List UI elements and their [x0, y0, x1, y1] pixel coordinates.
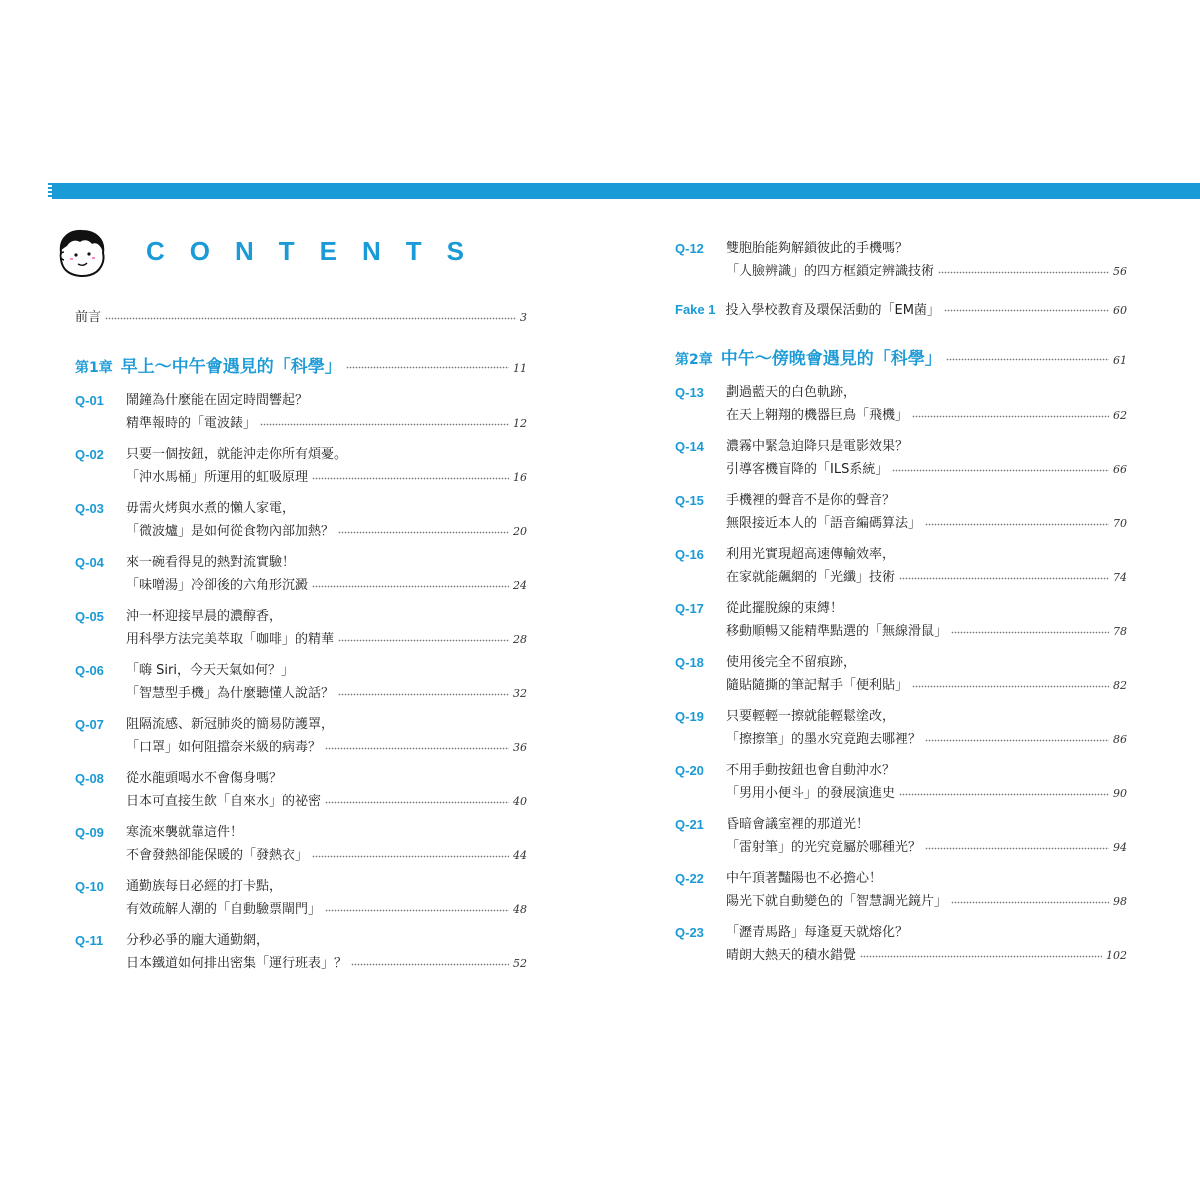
- question-number: Q-09: [75, 825, 104, 840]
- toc-entry[interactable]: [75, 878, 527, 924]
- toc-entry[interactable]: [75, 392, 527, 438]
- page-number: 48: [513, 903, 527, 916]
- question-number: Q-13: [675, 385, 704, 400]
- question-text: 濃霧中緊急迫降只是電影效果？: [726, 439, 909, 454]
- question-text: 只要一個按鈕，就能沖走你所有煩憂。: [126, 447, 348, 462]
- dot-leader: [338, 635, 509, 645]
- toc-entry[interactable]: [675, 546, 1127, 592]
- dot-leader: [260, 419, 509, 429]
- dot-leader: [912, 411, 1109, 421]
- toc-entry[interactable]: [675, 816, 1127, 862]
- question-text: 劃過藍天的白色軌跡，: [726, 385, 857, 400]
- page-number: 11: [513, 362, 527, 375]
- toc-entry[interactable]: [75, 446, 527, 492]
- dot-leader: [312, 473, 509, 483]
- question-number: Q-08: [75, 771, 104, 786]
- dot-leader: [946, 354, 1109, 364]
- page-number: 44: [513, 849, 527, 862]
- question-number: Q-10: [75, 879, 104, 894]
- toc-entry[interactable]: [75, 662, 527, 708]
- question-text: 「嗨 Siri，今天天氣如何？」: [126, 663, 294, 678]
- chapter-number: 第1章: [75, 360, 113, 376]
- preface-label: 前言: [75, 310, 102, 325]
- toc-entry-preface[interactable]: [75, 309, 527, 327]
- entry-title: 投入學校教育及環保活動的「EM菌」: [725, 303, 940, 318]
- entry-title: 「雷射筆」的光究竟屬於哪種光？: [726, 840, 922, 855]
- question-text: 分秒必爭的龐大通勤網，: [126, 933, 270, 948]
- dot-leader: [925, 519, 1109, 529]
- question-text: 雙胞胎能夠解鎖彼此的手機嗎？: [726, 241, 909, 256]
- toc-entry[interactable]: [75, 608, 527, 654]
- page-number: 20: [513, 525, 527, 538]
- toc-entry[interactable]: [675, 492, 1127, 538]
- question-text: 「瀝青馬路」每逢夏天就熔化？: [726, 925, 909, 940]
- page-number: 78: [1113, 625, 1127, 638]
- entry-title: 日本可直接生飲「自來水」的祕密: [126, 794, 322, 809]
- entry-title: 「人臉辨識」的四方框鎖定辨識技術: [726, 264, 935, 279]
- toc-entry[interactable]: [675, 654, 1127, 700]
- dot-leader: [338, 689, 509, 699]
- page-number: 16: [513, 471, 527, 484]
- dot-leader: [346, 362, 509, 372]
- page-number: 12: [513, 417, 527, 430]
- dot-leader: [944, 305, 1109, 315]
- dot-leader: [860, 951, 1102, 961]
- page-number: 74: [1113, 571, 1127, 584]
- question-number: Q-22: [675, 871, 704, 886]
- chapter-title: 中午～傍晚會遇見的「科學」: [720, 349, 942, 369]
- entry-title: 「微波爐」是如何從食物內部加熱？: [126, 524, 335, 539]
- toc-entry-fake1[interactable]: [675, 301, 1127, 319]
- entry-title: 「擦擦筆」的墨水究竟跑去哪裡？: [726, 732, 922, 747]
- toc-entry[interactable]: [75, 716, 527, 762]
- dot-leader: [938, 267, 1109, 277]
- entry-title: 隨貼隨撕的筆記幫手「便利貼」: [726, 678, 909, 693]
- question-number: Q-11: [75, 933, 104, 948]
- dot-leader: [951, 897, 1109, 907]
- page-number: 60: [1113, 304, 1127, 317]
- entry-title: 無限接近本人的「語音編碼算法」: [726, 516, 922, 531]
- question-number: Q-21: [675, 817, 704, 832]
- page-number: 40: [513, 795, 527, 808]
- chapter-number: 第2章: [675, 352, 713, 368]
- question-number: Q-07: [75, 717, 104, 732]
- page-number: 52: [513, 957, 527, 970]
- entry-title: 「味噌湯」冷卻後的六角形沉澱: [126, 578, 309, 593]
- dot-leader: [912, 681, 1109, 691]
- entry-title: 日本鐵道如何排出密集「運行班表」？: [126, 956, 348, 971]
- entry-title: 「沖水馬桶」所運用的虹吸原理: [126, 470, 309, 485]
- dot-leader: [925, 735, 1109, 745]
- toc-entry[interactable]: [675, 384, 1127, 430]
- dot-leader: [105, 313, 516, 323]
- question-text: 只要輕輕一擦就能輕鬆塗改，: [726, 709, 896, 724]
- toc-entry[interactable]: [675, 240, 1127, 286]
- toc-entry[interactable]: [675, 924, 1127, 970]
- toc-entry[interactable]: [75, 932, 527, 978]
- question-text: 來一碗看得見的熱對流實驗！: [126, 555, 296, 570]
- dot-leader: [325, 905, 509, 915]
- question-number: Q-06: [75, 663, 104, 678]
- page-number: 3: [520, 311, 527, 324]
- toc-entry[interactable]: [675, 600, 1127, 646]
- entry-title: 在天上翱翔的機器巨鳥「飛機」: [726, 408, 909, 423]
- question-number: Q-19: [675, 709, 704, 724]
- entry-title: 在家就能飆網的「光纖」技術: [726, 570, 896, 585]
- header-band: [52, 183, 1200, 199]
- dot-leader: [892, 465, 1109, 475]
- dot-leader: [325, 743, 509, 753]
- question-text: 中午頂著豔陽也不必擔心！: [726, 871, 883, 886]
- entry-title: 不會發熱卻能保暖的「發熱衣」: [126, 848, 309, 863]
- question-text: 使用後完全不留痕跡，: [726, 655, 857, 670]
- dot-leader: [899, 789, 1109, 799]
- toc-entry[interactable]: [675, 870, 1127, 916]
- toc-entry[interactable]: [75, 500, 527, 546]
- entry-title: 晴朗大熱天的積水錯覺: [726, 948, 857, 963]
- question-text: 昏暗會議室裡的那道光！: [726, 817, 870, 832]
- question-number: Q-15: [675, 493, 704, 508]
- entry-title: 移動順暢又能精準點選的「無線滑鼠」: [726, 624, 948, 639]
- question-number: Q-16: [675, 547, 704, 562]
- question-number: Q-03: [75, 501, 104, 516]
- entry-title: 有效疏解人潮的「自動驗票閘門」: [126, 902, 322, 917]
- entry-title: 精準報時的「電波錶」: [126, 416, 257, 431]
- toc-entry[interactable]: [75, 824, 527, 870]
- dot-leader: [338, 527, 509, 537]
- question-text: 通勤族每日必經的打卡點，: [126, 879, 283, 894]
- entry-title: 「智慧型手機」為什麼聽懂人說話？: [126, 686, 335, 701]
- dot-leader: [312, 851, 509, 861]
- entry-title: 用科學方法完美萃取「咖啡」的精華: [126, 632, 335, 647]
- toc-entry[interactable]: [675, 438, 1127, 484]
- page-number: 28: [513, 633, 527, 646]
- chapter-title: 早上～中午會遇見的「科學」: [120, 357, 342, 377]
- chapter-1-heading[interactable]: [75, 355, 527, 379]
- dot-leader: [899, 573, 1109, 583]
- question-text: 從此擺脫線的束縛！: [726, 601, 844, 616]
- page-number: 82: [1113, 679, 1127, 692]
- toc-entry[interactable]: [675, 762, 1127, 808]
- page-number: 98: [1113, 895, 1127, 908]
- question-number: Q-05: [75, 609, 104, 624]
- question-number: Q-02: [75, 447, 104, 462]
- question-number: Q-12: [675, 241, 704, 256]
- page-number: 102: [1106, 949, 1127, 962]
- question-text: 沖一杯迎接早晨的濃醇香，: [126, 609, 283, 624]
- question-number: Q-23: [675, 925, 704, 940]
- question-number: Q-17: [675, 601, 704, 616]
- question-number: Q-18: [675, 655, 704, 670]
- toc-entry[interactable]: [75, 770, 527, 816]
- toc-entry[interactable]: [675, 708, 1127, 754]
- question-number: Q-14: [675, 439, 704, 454]
- entry-title: 「口罩」如何阻擋奈米級的病毒？: [126, 740, 322, 755]
- page-number: 94: [1113, 841, 1127, 854]
- dot-leader: [351, 959, 509, 969]
- fake-number: Fake 1: [675, 302, 716, 317]
- dot-leader: [325, 797, 509, 807]
- page-number: 90: [1113, 787, 1127, 800]
- question-text: 手機裡的聲音不是你的聲音？: [726, 493, 896, 508]
- question-text: 利用光實現超高速傳輸效率，: [726, 547, 896, 562]
- page-number: 61: [1113, 354, 1127, 367]
- chapter-2-heading[interactable]: [675, 347, 1127, 371]
- page-number: 70: [1113, 517, 1127, 530]
- question-number: Q-01: [75, 393, 104, 408]
- entry-title: 引導客機盲降的「ILS系統」: [726, 462, 889, 477]
- question-number: Q-20: [675, 763, 704, 778]
- question-text: 鬧鐘為什麼能在固定時間響起？: [126, 393, 309, 408]
- question-text: 不用手動按鈕也會自動沖水？: [726, 763, 896, 778]
- question-text: 從水龍頭喝水不會傷身嗎？: [126, 771, 283, 786]
- contents-title: CONTENTS: [146, 236, 489, 266]
- dot-leader: [951, 627, 1109, 637]
- entry-title: 陽光下就自動變色的「智慧調光鏡片」: [726, 894, 948, 909]
- boy-face-icon: [56, 228, 108, 278]
- question-text: 毋需火烤與水煮的懶人家電，: [126, 501, 296, 516]
- dot-leader: [312, 581, 509, 591]
- page-number: 56: [1113, 265, 1127, 278]
- page-number: 36: [513, 741, 527, 754]
- toc-entry[interactable]: [75, 554, 527, 600]
- question-text: 寒流來襲就靠這件！: [126, 825, 244, 840]
- page-number: 32: [513, 687, 527, 700]
- entry-title: 「男用小便斗」的發展演進史: [726, 786, 896, 801]
- question-number: Q-04: [75, 555, 104, 570]
- page-number: 24: [513, 579, 527, 592]
- page-number: 62: [1113, 409, 1127, 422]
- dot-leader: [925, 843, 1109, 853]
- question-text: 阻隔流感、新冠肺炎的簡易防護罩，: [126, 717, 335, 732]
- page-number: 86: [1113, 733, 1127, 746]
- page-number: 66: [1113, 463, 1127, 476]
